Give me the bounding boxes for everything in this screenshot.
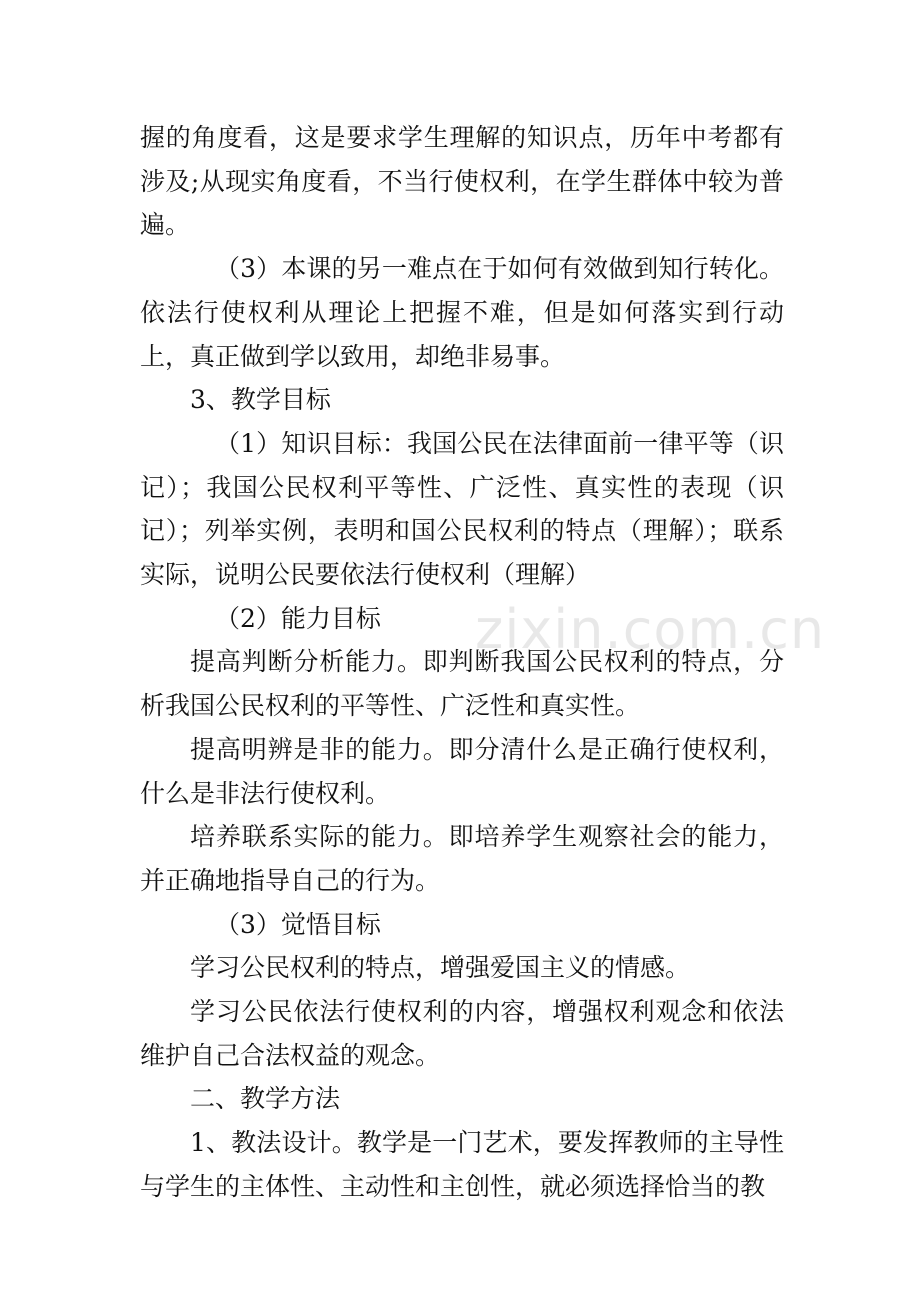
paragraph-1: 握的角度看，这是要求学生理解的知识点，历年中考都有涉及;从现实角度看，不当行使权利，在学生群体中较为普遍。 [140,123,784,240]
document-body [140,116,784,1209]
paragraph-2: （3）本课的另一难点在于如何有效做到知行转化。依法行使权利从理论上把握不难，但是如何落实到行动上，真正做到学以致用，却绝非易事。 [140,254,784,371]
paragraph-knowledge-goal: （1）知识目标：我国公民在法律面前一律平等（识记）；我国公民权利平等性、广泛性、真实性的表现（识记）；列举实例，表明和国公民权利的特点（理解）；联系实际，说明公民要依法行使权利（理解） [140,428,784,590]
paragraph-ability-2: 提高明辨是非的能力。即分清什么是正确行使权利，什么是非法行使权利。 [140,734,784,808]
watermark: zixin.com.cn [475,598,826,661]
paragraph-awareness-1: 学习公民权利的特点，增强爱国主义的情感。 [190,953,691,983]
heading-awareness-goal: （3）觉悟目标 [215,909,381,939]
heading-teaching-goals: 3、教学目标 [190,385,331,415]
heading-ability-goal: （2）能力目标 [215,603,381,633]
heading-teaching-methods: 二、教学方法 [190,1084,341,1114]
paragraph-ability-3: 培养联系实际的能力。即培养学生观察社会的能力，并正确地指导自己的行为。 [140,822,784,895]
paragraph-teaching-design: 1、教法设计。教学是一门艺术，要发挥教师的主导性与学生的主体性、主动性和主创性，就必须选择恰当的教 [140,1128,784,1201]
paragraph-ability-1: 提高判断分析能力。即判断我国公民权利的特点，分析我国公民权利的平等性、广泛性和真实性。 [140,647,784,721]
paragraph-awareness-2: 学习公民依法行使权利的内容，增强权利观念和依法维护自己合法权益的观念。 [140,997,784,1070]
